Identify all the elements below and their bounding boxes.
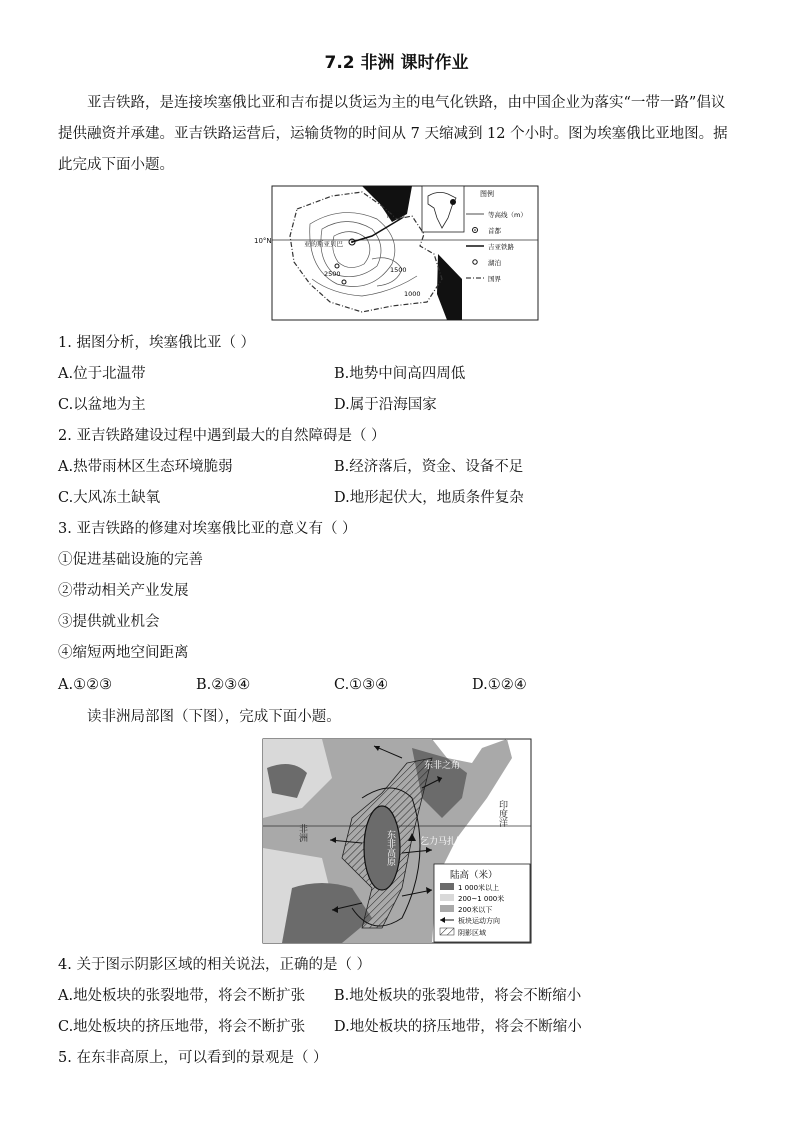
legend1-item-border: 国界 bbox=[488, 275, 501, 283]
legend2-title: 陆高（米） bbox=[450, 870, 498, 881]
q2-option-c[interactable]: C.大风冻土缺氧 bbox=[58, 490, 161, 506]
q1-option-d[interactable]: D.属于沿海国家 bbox=[334, 397, 437, 413]
q1-option-c[interactable]: C.以盆地为主 bbox=[58, 397, 146, 413]
q1-stem: 1. 据图分析，埃塞俄比亚（ ） bbox=[58, 335, 256, 351]
q2-stem: 2. 亚吉铁路建设过程中遇到最大的自然障碍是（ ） bbox=[58, 428, 386, 444]
q2-option-a[interactable]: A.热带雨林区生态环境脆弱 bbox=[58, 459, 233, 475]
q3-item-4: ④缩短两地空间距离 bbox=[58, 645, 189, 661]
contour-label-1000: 1000 bbox=[404, 290, 421, 298]
q1-option-a[interactable]: A.位于北温带 bbox=[58, 366, 146, 382]
legend2-item-low: 200米以下 bbox=[458, 906, 493, 914]
legend1-item-railway: 吉亚铁路 bbox=[488, 243, 514, 251]
legend1-item-capital: 首都 bbox=[488, 227, 501, 235]
east-africa-map bbox=[262, 738, 532, 944]
page-title: 7.2 非洲 课时作业 bbox=[324, 53, 469, 73]
q4-stem: 4. 关于图示阴影区域的相关说法，正确的是（ ） bbox=[58, 957, 372, 973]
contour-label-2500: 2500 bbox=[324, 270, 341, 278]
q3-option-c[interactable]: C.①③④ bbox=[334, 677, 389, 693]
contour-label-1500: 1500 bbox=[390, 266, 407, 274]
ethiopia-map bbox=[252, 184, 542, 322]
legend2-item-mid: 200~1 000米 bbox=[458, 895, 505, 903]
label-east-africa-plateau: 东非高原 bbox=[385, 830, 395, 866]
q2-option-b[interactable]: B.经济落后，资金、设备不足 bbox=[334, 459, 524, 475]
intro-paragraph-2 bbox=[58, 702, 738, 733]
latitude-label: 10°N bbox=[254, 237, 272, 245]
q3-item-1: ①促进基础设施的完善 bbox=[58, 552, 203, 568]
q4-option-b[interactable]: B.地处板块的张裂地带，将会不断缩小 bbox=[334, 988, 582, 1004]
q4-option-d[interactable]: D.地处板块的挤压地带，将会不断缩小 bbox=[334, 1019, 582, 1035]
q3-option-a[interactable]: A.①②③ bbox=[58, 677, 113, 693]
capital-label: 亚的斯亚贝巴 bbox=[304, 240, 343, 248]
q3-option-d[interactable]: D.①②④ bbox=[472, 677, 527, 693]
q4-option-a[interactable]: A.地处板块的张裂地带，将会不断扩张 bbox=[58, 988, 306, 1004]
label-africa: 非洲 bbox=[297, 824, 307, 842]
q3-item-2: ②带动相关产业发展 bbox=[58, 583, 189, 599]
q2-option-d[interactable]: D.地形起伏大，地质条件复杂 bbox=[334, 490, 524, 506]
intro-text-2: 读非洲局部图（下图），完成下面小题。 bbox=[87, 709, 341, 725]
q4-option-c[interactable]: C.地处板块的挤压地带，将会不断扩张 bbox=[58, 1019, 306, 1035]
legend2-item-plate-motion: 板块运动方向 bbox=[458, 917, 500, 925]
q3-stem: 3. 亚吉铁路的修建对埃塞俄比亚的意义有（ ） bbox=[58, 521, 357, 537]
legend1-item-lake: 湖泊 bbox=[488, 259, 501, 267]
label-kilimanjaro: 乞力马扎罗山 bbox=[420, 837, 475, 847]
q3-option-b[interactable]: B.②③④ bbox=[196, 677, 251, 693]
legend2-item-high: 1 000米以上 bbox=[458, 884, 500, 892]
q3-item-3: ③提供就业机会 bbox=[58, 614, 160, 630]
intro-paragraph-1 bbox=[58, 88, 738, 181]
q1-option-b[interactable]: B.地势中间高四周低 bbox=[334, 366, 466, 382]
q5-stem: 5. 在东非高原上，可以看到的景观是（ ） bbox=[58, 1050, 328, 1066]
legend1-title: 图例 bbox=[480, 190, 494, 198]
label-horn: 东非之角 bbox=[424, 761, 461, 771]
legend2-item-shaded: 阴影区域 bbox=[458, 929, 486, 937]
intro-text-1: 亚吉铁路，是连接埃塞俄比亚和吉布提以货运为主的电气化铁路，由中国企业为落实“一带一路”倡议提供融资并承建。亚吉铁路运营后，运输货物的时间从 7 天缩减到 12 个小时。图为埃塞俄比亚地图。据此完成下面小题。 bbox=[58, 95, 728, 173]
port-label: 吉布提 bbox=[386, 211, 406, 219]
legend1-item-contour: 等高线（m） bbox=[488, 211, 527, 219]
label-indian-ocean: 印度洋 bbox=[497, 800, 507, 827]
